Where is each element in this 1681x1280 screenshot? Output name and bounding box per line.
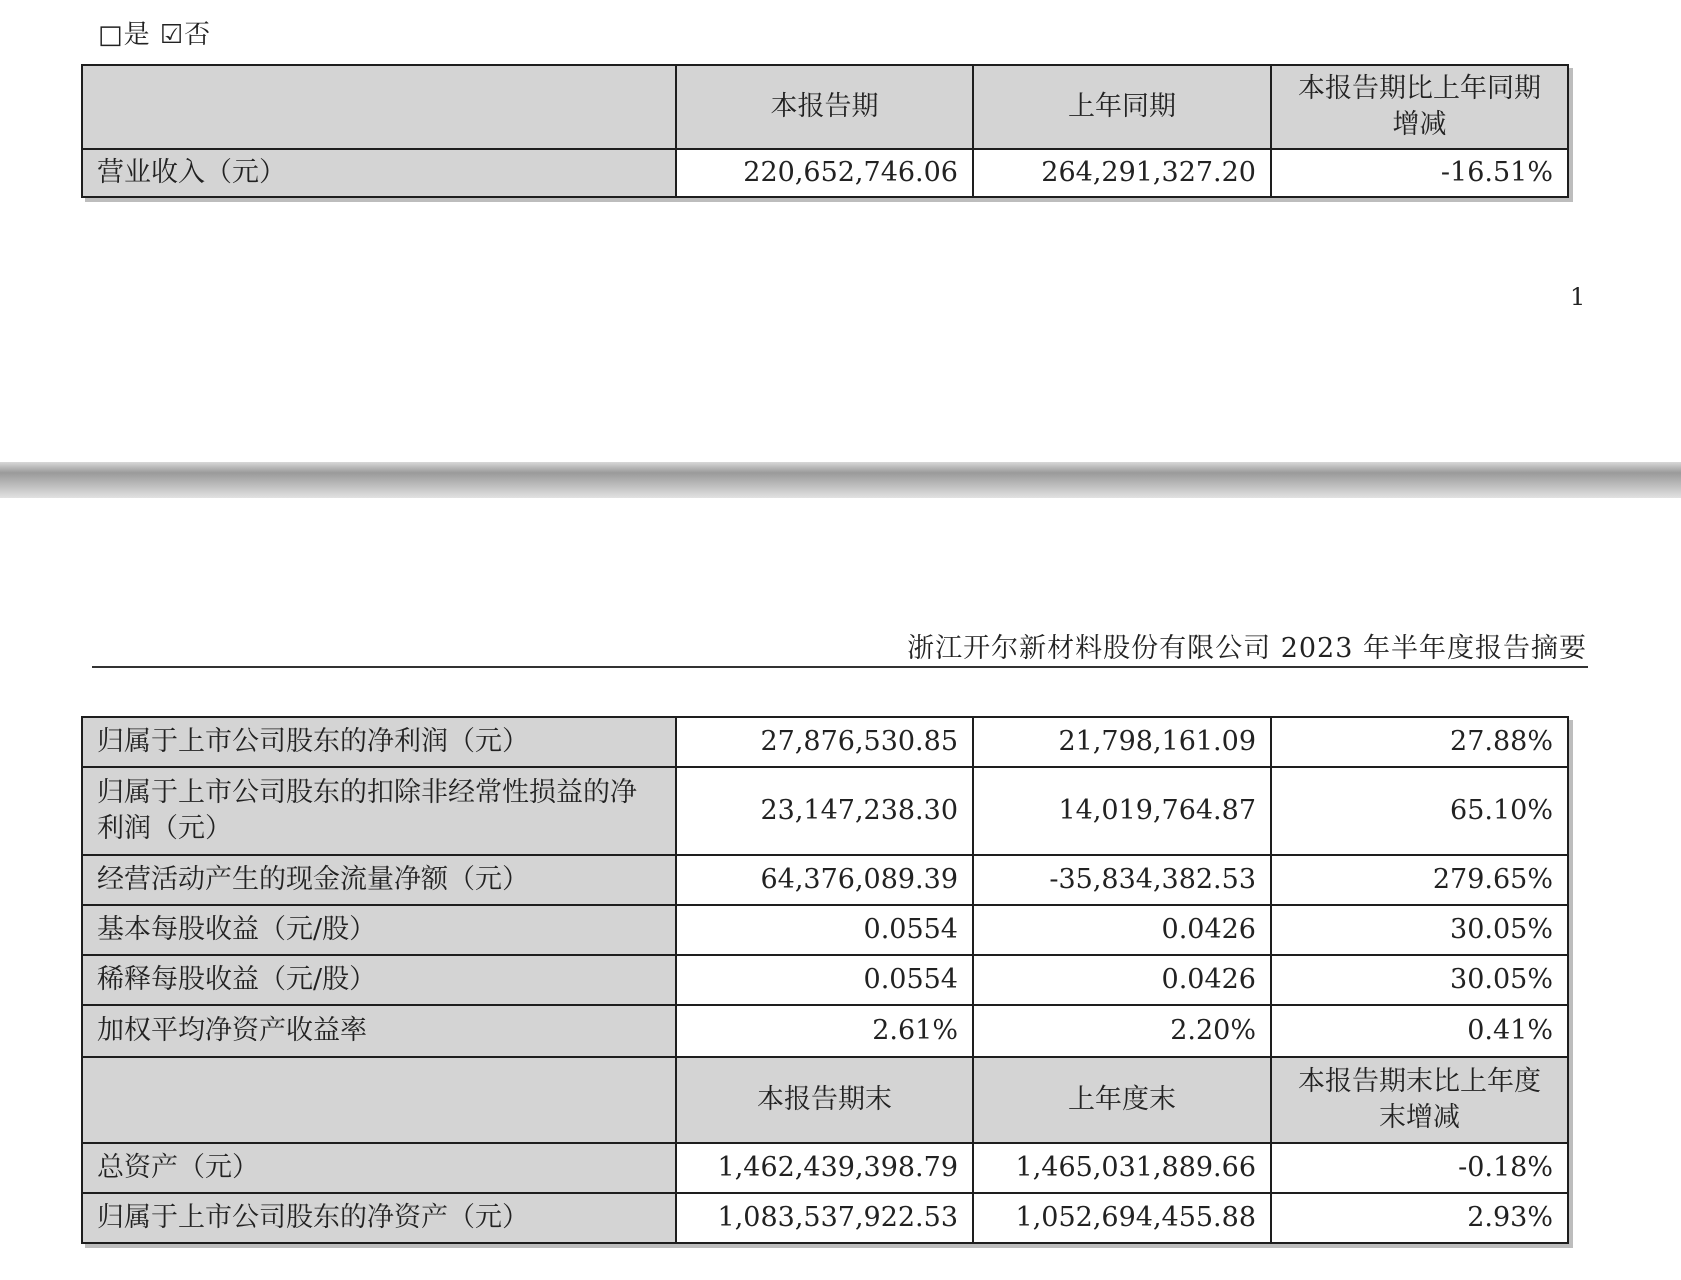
change-value: 0.41%: [1271, 1005, 1568, 1057]
table-row: [82, 1143, 1568, 1193]
change-value: -16.51%: [1271, 149, 1568, 197]
prior-value: 14,019,764.87: [973, 767, 1271, 855]
prior-value: 2.20%: [973, 1005, 1271, 1057]
header-change: 本报告期末比上年度末增减: [1271, 1057, 1568, 1143]
change-value: -0.18%: [1271, 1143, 1568, 1193]
table-row: [82, 855, 1568, 905]
row-label: 总资产（元）: [82, 1143, 676, 1193]
row-label: 归属于上市公司股东的扣除非经常性损益的净利润（元）: [82, 767, 676, 855]
revenue-table: [81, 64, 1569, 198]
change-value: 30.05%: [1271, 905, 1568, 955]
current-value: 64,376,089.39: [676, 855, 973, 905]
change-value: 279.65%: [1271, 855, 1568, 905]
page-separator: [0, 462, 1681, 498]
current-value: 1,462,439,398.79: [676, 1143, 973, 1193]
report-page-top: [0, 0, 1681, 462]
prior-value: 21,798,161.09: [973, 717, 1271, 767]
current-value: 220,652,746.06: [676, 149, 973, 197]
table-row: [82, 717, 1568, 767]
current-value: 1,083,537,922.53: [676, 1193, 973, 1243]
header-prior-period: 上年同期: [973, 65, 1271, 149]
table-row: [82, 1005, 1568, 1057]
row-label: 经营活动产生的现金流量净额（元）: [82, 855, 676, 905]
current-value: 0.0554: [676, 955, 973, 1005]
report-header-title: 浙江开尔新材料股份有限公司 2023 年半年度报告摘要: [907, 633, 1587, 664]
row-label: 加权平均净资产收益率: [82, 1005, 676, 1057]
header-prior-year-end: 上年度末: [973, 1057, 1271, 1143]
table-header-row: [82, 65, 1568, 149]
report-page-bottom: [0, 498, 1681, 1280]
current-value: 0.0554: [676, 905, 973, 955]
table-header-row: [82, 1057, 1568, 1143]
change-value: 65.10%: [1271, 767, 1568, 855]
table-row: [82, 767, 1568, 855]
header-period-end: 本报告期末: [676, 1057, 973, 1143]
table-row: [82, 955, 1568, 1005]
row-label: 归属于上市公司股东的净利润（元）: [82, 717, 676, 767]
prior-value: 0.0426: [973, 955, 1271, 1005]
prior-value: 1,465,031,889.66: [973, 1143, 1271, 1193]
change-value: 30.05%: [1271, 955, 1568, 1005]
page-number: 1: [1570, 283, 1586, 311]
row-label: 基本每股收益（元/股）: [82, 905, 676, 955]
header-rule: [92, 666, 1588, 668]
prior-value: 264,291,327.20: [973, 149, 1271, 197]
header-blank: [82, 1057, 676, 1143]
table-row: [82, 905, 1568, 955]
checkbox-line: □是 ☑否: [98, 20, 212, 50]
key-metrics-table: [81, 716, 1569, 1244]
table-row: [82, 149, 1568, 197]
header-blank: [82, 65, 676, 149]
header-change: 本报告期比上年同期增减: [1271, 65, 1568, 149]
prior-value: 1,052,694,455.88: [973, 1193, 1271, 1243]
header-current-period: 本报告期: [676, 65, 973, 149]
row-label: 归属于上市公司股东的净资产（元）: [82, 1193, 676, 1243]
current-value: 23,147,238.30: [676, 767, 973, 855]
prior-value: -35,834,382.53: [973, 855, 1271, 905]
table-row: [82, 1193, 1568, 1243]
row-label: 营业收入（元）: [82, 149, 676, 197]
prior-value: 0.0426: [973, 905, 1271, 955]
current-value: 2.61%: [676, 1005, 973, 1057]
current-value: 27,876,530.85: [676, 717, 973, 767]
row-label: 稀释每股收益（元/股）: [82, 955, 676, 1005]
change-value: 27.88%: [1271, 717, 1568, 767]
change-value: 2.93%: [1271, 1193, 1568, 1243]
